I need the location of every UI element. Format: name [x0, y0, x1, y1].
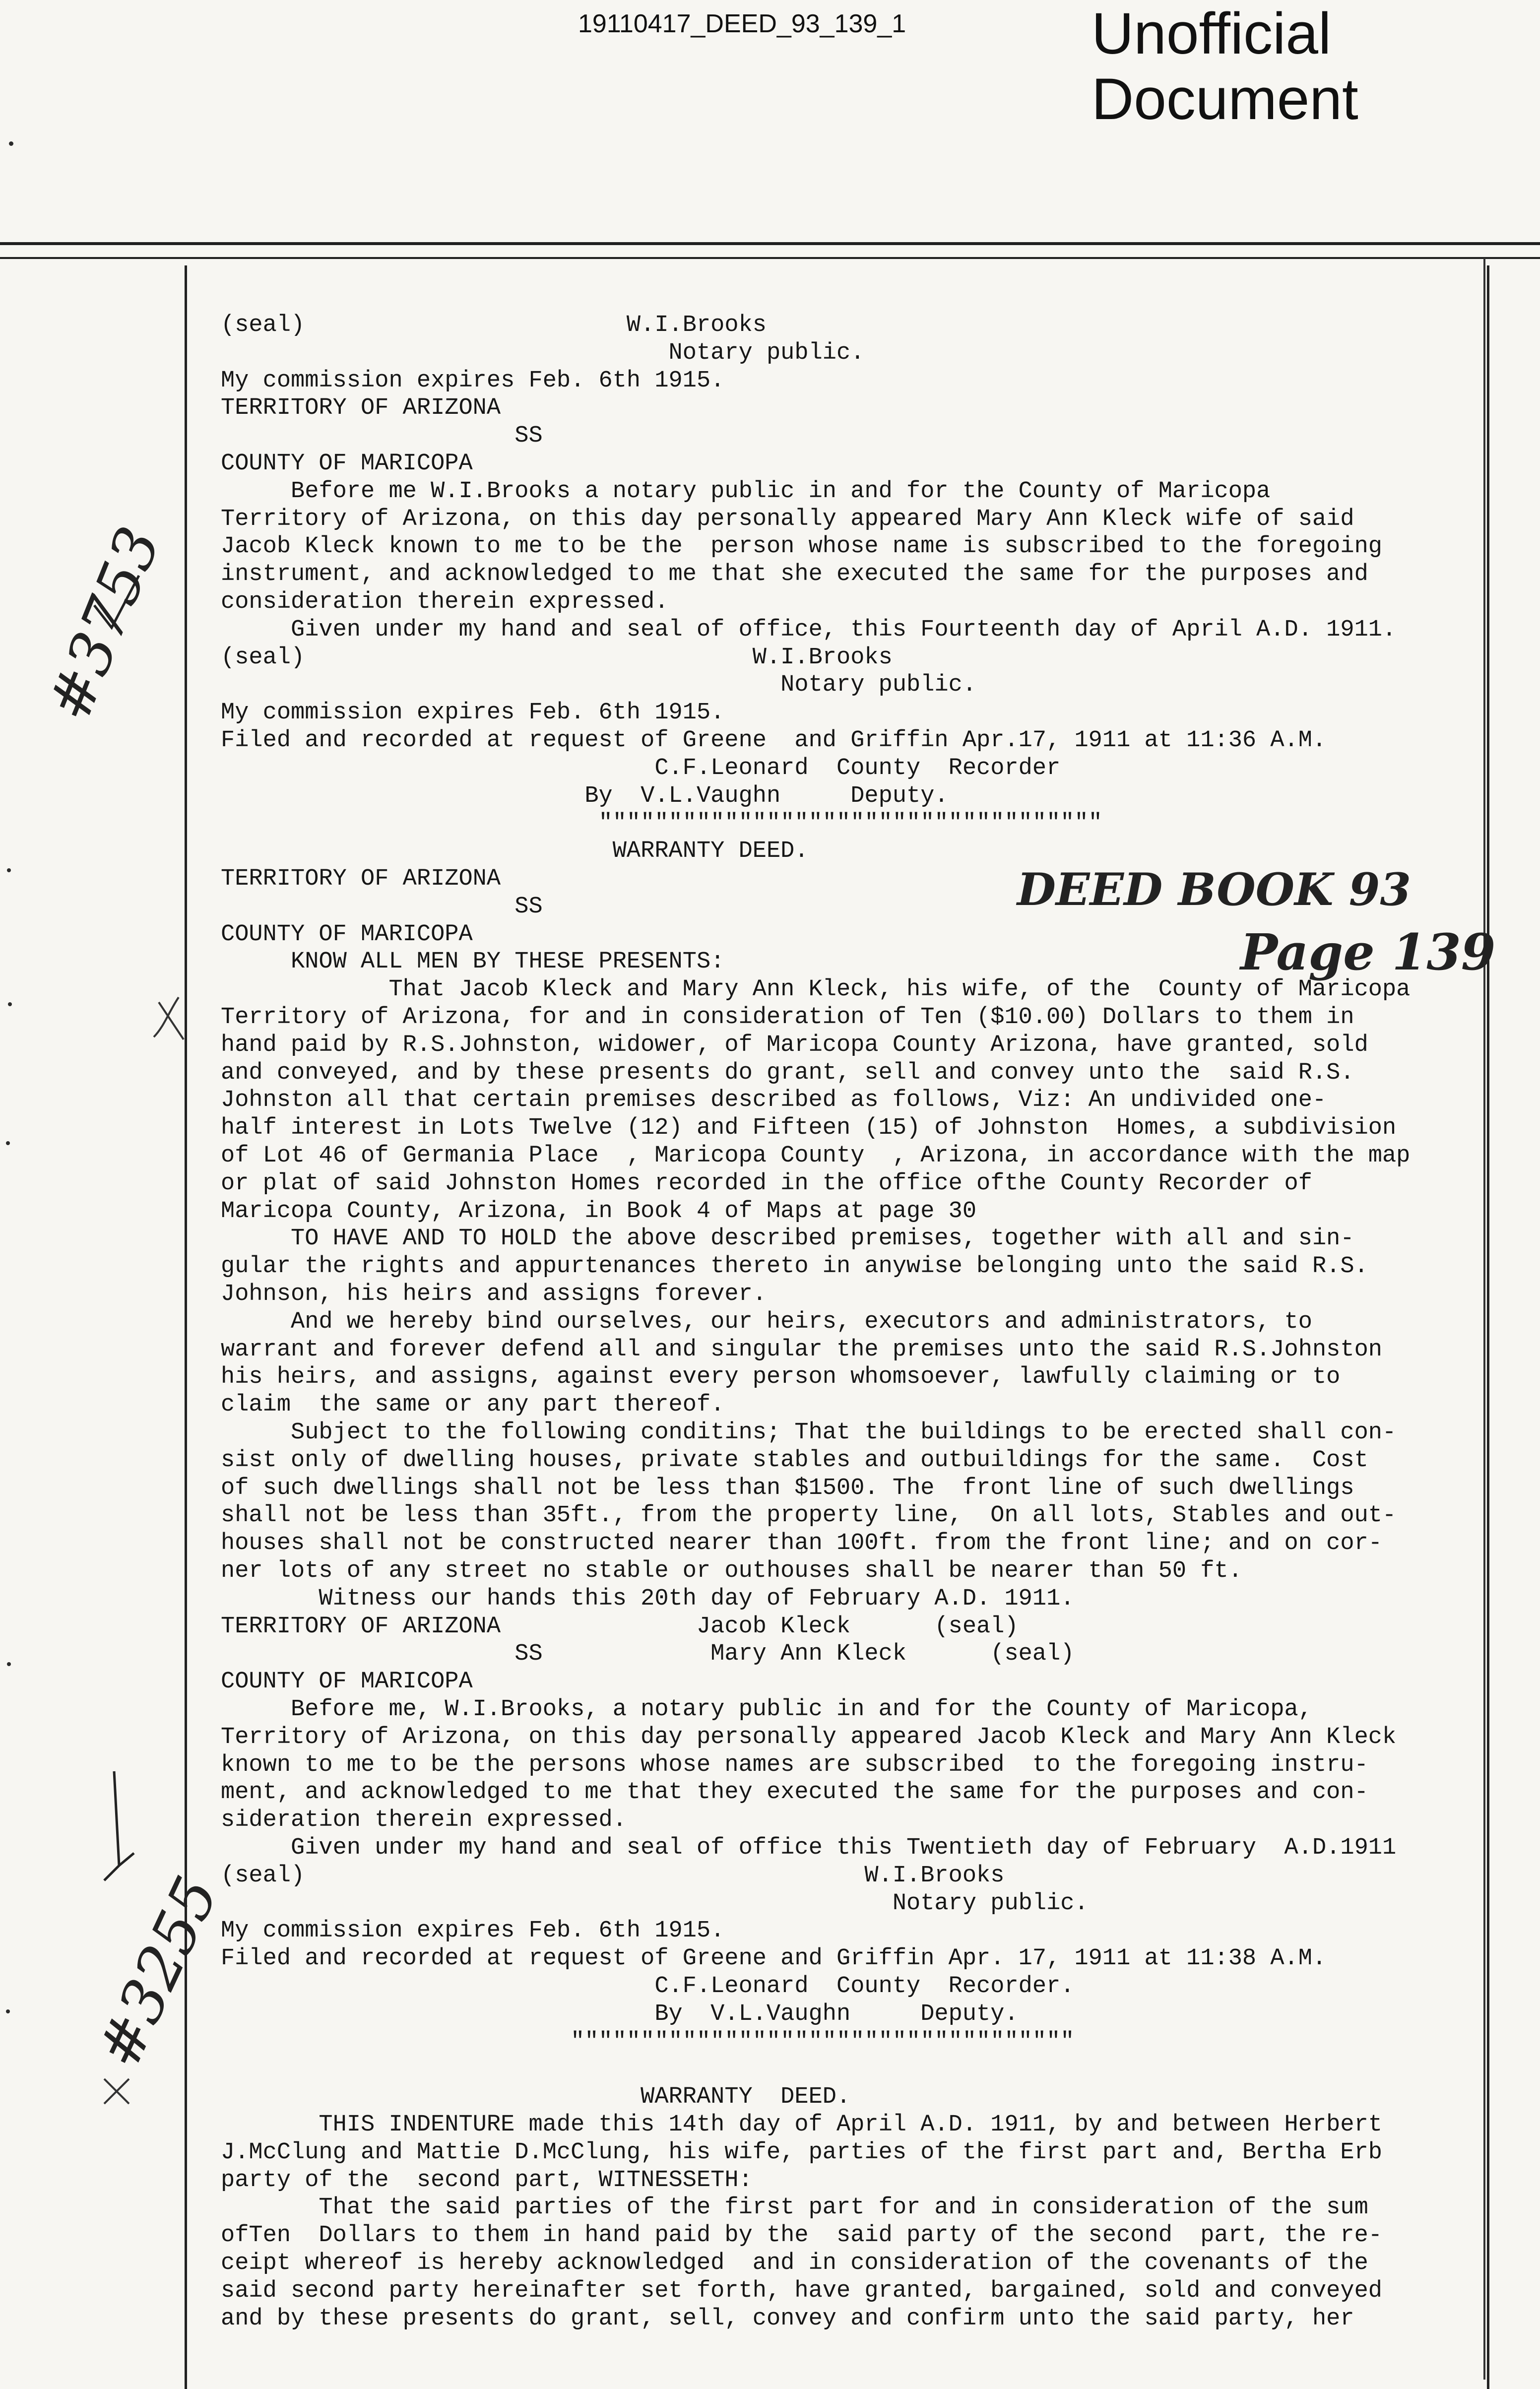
deed-text-line: Notary public. — [221, 340, 865, 366]
deed-text-line: Territory of Arizona, on this day personally appeared Mary Ann Kleck wife of said — [221, 506, 1354, 532]
deed-text-line: half interest in Lots Twelve (12) and Fifteen (15) of Johnston Homes, a subdivision — [221, 1115, 1397, 1141]
deed-text-line: his heirs, and assigns, against every person whomsoever, lawfully claiming or to — [221, 1364, 1341, 1390]
deed-text-line: My commission expires Feb. 6th 1915. — [221, 1918, 725, 1944]
deed-text-line: Notary public. — [221, 1890, 1089, 1917]
deed-text-line: That the said parties of the first part for and in consideration of the sum — [221, 2195, 1368, 2221]
deed-text-line: (seal) W.I.Brooks — [221, 645, 893, 671]
deed-text-line: SS — [221, 423, 543, 449]
scan-speck — [8, 1002, 12, 1006]
ledger-right-rule — [1483, 258, 1485, 2380]
handwritten-page-number: Page 139 — [1240, 923, 1496, 981]
deed-text-line: COUNTY OF MARICOPA — [221, 1669, 473, 1695]
deed-text-line: warrant and forever defend all and singular the premises unto the said R.S.Johnston — [221, 1337, 1382, 1363]
handwritten-deed-book: DEED BOOK 93 — [1017, 863, 1411, 916]
deed-text-line: Before me, W.I.Brooks, a notary public in and for the County of Maricopa, — [221, 1696, 1312, 1723]
margin-record-number-1: #3753 — [35, 517, 174, 731]
deed-text-line: or plat of said Johnston Homes recorded in the office ofthe County Recorder of — [221, 1170, 1312, 1197]
document-id: 19110417_DEED_93_139_1 — [578, 9, 906, 38]
deed-text-line: consideration therein expressed. — [221, 589, 669, 615]
deed-text-line: ceipt whereof is hereby acknowledged and in consideration of the covenants of the — [221, 2250, 1368, 2276]
deed-text-line: Jacob Kleck known to me to be the person whose name is subscribed to the foregoing — [221, 533, 1382, 560]
deed-text-line: Filed and recorded at request of Greene and Griffin Apr. 17, 1911 at 11:38 A.M. — [221, 1945, 1327, 1972]
deed-text-line: WARRANTY DEED. — [221, 2084, 851, 2110]
deed-text-line: gular the rights and appurtenances thereto in anywise belonging unto the said R.S. — [221, 1253, 1368, 1280]
deed-text-line: Notary public. — [221, 672, 977, 698]
deed-text-line: said second party hereinafter set forth, have granted, bargained, sold and conveyed — [221, 2278, 1382, 2304]
deed-text-line: By V.L.Vaughn Deputy. — [221, 783, 949, 809]
deed-text-line: That Jacob Kleck and Mary Ann Kleck, his wife, of the County of Maricopa — [221, 976, 1411, 1003]
deed-text-line: (seal) W.I.Brooks — [221, 312, 767, 338]
deed-text-line: houses shall not be constructed nearer than 100ft. from the front line; and on cor- — [221, 1530, 1382, 1556]
deed-text-line: C.F.Leonard County Recorder — [221, 755, 1061, 781]
watermark-line-1: Unofficial — [1091, 1, 1332, 66]
deed-text-line: hand paid by R.S.Johnston, widower, of Maricopa County Arizona, have granted, sold — [221, 1032, 1368, 1058]
deed-text-line: SS — [221, 894, 543, 920]
deed-text-line: and conveyed, and by these presents do grant, sell and convey unto the said R.S. — [221, 1060, 1354, 1086]
ledger-second-rule — [0, 257, 1540, 259]
deed-text-line: ofTen Dollars to them in hand paid by the said party of the second part, the re- — [221, 2222, 1382, 2249]
deed-text-line: of such dwellings shall not be less than $1500. The front line of such dwellings — [221, 1475, 1354, 1501]
deed-text-line: Given under my hand and seal of office this Twentieth day of February A.D.1911 — [221, 1835, 1397, 1861]
deed-text-line: J.McClung and Mattie D.McClung, his wife, parties of the first part and, Bertha Erb — [221, 2139, 1382, 2166]
deed-text-line: Subject to the following conditins; That the buildings to be erected shall con- — [221, 1420, 1397, 1446]
deed-text-line: Given under my hand and seal of office, this Fourteenth day of April A.D. 1911. — [221, 617, 1397, 643]
deed-text-line: instrument, and acknowledged to me that she executed the same for the purposes and — [221, 561, 1368, 587]
deed-text-line: Territory of Arizona, for and in consideration of Ten ($10.00) Dollars to them in — [221, 1004, 1354, 1031]
margin-x-mark-icon — [99, 2074, 134, 2109]
deed-text-line: sideration therein expressed. — [221, 1807, 627, 1833]
deed-text-line: THIS INDENTURE made this 14th day of April A.D. 1911, by and between Herbert — [221, 2112, 1382, 2138]
deed-text-line: WARRANTY DEED. — [221, 838, 809, 864]
deed-text-line: By V.L.Vaughn Deputy. — [221, 2001, 1019, 2027]
deed-text-line: of Lot 46 of Germania Place , Maricopa County , Arizona, in accordance with the map — [221, 1143, 1411, 1169]
deed-text-line: shall not be less than 35ft., from the property line, On all lots, Stables and out- — [221, 1502, 1397, 1529]
deed-text-line: KNOW ALL MEN BY THESE PRESENTS: — [221, 949, 725, 975]
unofficial-document-watermark — [1091, 1, 1358, 132]
deed-text-line: known to me to be the persons whose names are subscribed to the foregoing instru- — [221, 1752, 1368, 1778]
deed-text-line: My commission expires Feb. 6th 1915. — [221, 700, 725, 726]
deed-text-line: C.F.Leonard County Recorder. — [221, 1973, 1075, 2000]
deed-text-line: COUNTY OF MARICOPA — [221, 451, 473, 477]
deed-text-line: Territory of Arizona, on this day personally appeared Jacob Kleck and Mary Ann Kleck — [221, 1724, 1397, 1750]
deed-text-line: ner lots of any street no stable or outhouses shall be nearer than 50 ft. — [221, 1558, 1242, 1584]
margin-checkmark-icon — [94, 1766, 144, 1885]
deed-text-line: Before me W.I.Brooks a notary public in and for the County of Maricopa — [221, 478, 1271, 505]
deed-text-line: TERRITORY OF ARIZONA — [221, 395, 501, 421]
deed-text-line: sist only of dwelling houses, private stables and outbuildings for the same. Cost — [221, 1447, 1368, 1474]
margin-record-number-2: #3255 — [84, 1867, 232, 2078]
deed-text-line: (seal) W.I.Brooks — [221, 1863, 1005, 1889]
scan-speck — [6, 1141, 10, 1145]
deed-text-line: """""""""""""""""""""""""""""""""""" — [221, 810, 1102, 837]
scan-speck — [9, 141, 13, 146]
ledger-top-rule — [0, 242, 1540, 245]
deed-text-line: COUNTY OF MARICOPA — [221, 921, 473, 948]
deed-text-line: And we hereby bind ourselves, our heirs, executors and administrators, to — [221, 1309, 1312, 1335]
deed-text-line: """""""""""""""""""""""""""""""""""" — [221, 2029, 1075, 2055]
deed-text-line: and by these presents do grant, sell, convey and confirm unto the said party, her — [221, 2306, 1354, 2332]
deed-text-line: TO HAVE AND TO HOLD the above described premises, together with all and sin- — [221, 1226, 1354, 1252]
scan-speck — [7, 1662, 11, 1666]
deed-text-line: TERRITORY OF ARIZONA Jacob Kleck (seal) — [221, 1614, 1019, 1640]
deed-text-line: Johnson, his heirs and assigns forever. — [221, 1281, 767, 1307]
scan-speck — [6, 2009, 10, 2013]
deed-text-line: My commission expires Feb. 6th 1915. — [221, 368, 725, 394]
deed-text-line: claim the same or any part thereof. — [221, 1392, 725, 1418]
watermark-line-2: Document — [1091, 66, 1358, 132]
deed-text-line: Witness our hands this 20th day of February A.D. 1911. — [221, 1586, 1075, 1612]
deed-text-line: Filed and recorded at request of Greene and Griffin Apr.17, 1911 at 11:36 A.M. — [221, 727, 1327, 754]
deed-text-line: ment, and acknowledged to me that they executed the same for the purposes and con- — [221, 1779, 1368, 1806]
deed-text-line: SS Mary Ann Kleck (seal) — [221, 1641, 1075, 1667]
deed-text-line: Johnston all that certain premises described as follows, Viz: An undivided one- — [221, 1087, 1327, 1113]
deed-text-line: TERRITORY OF ARIZONA — [221, 866, 501, 892]
deed-text-line: Maricopa County, Arizona, in Book 4 of Maps at page 30 — [221, 1198, 977, 1225]
scan-speck — [7, 868, 11, 872]
deed-text-line: party of the second part, WITNESSETH: — [221, 2167, 753, 2194]
margin-tick-icon — [149, 992, 189, 1047]
